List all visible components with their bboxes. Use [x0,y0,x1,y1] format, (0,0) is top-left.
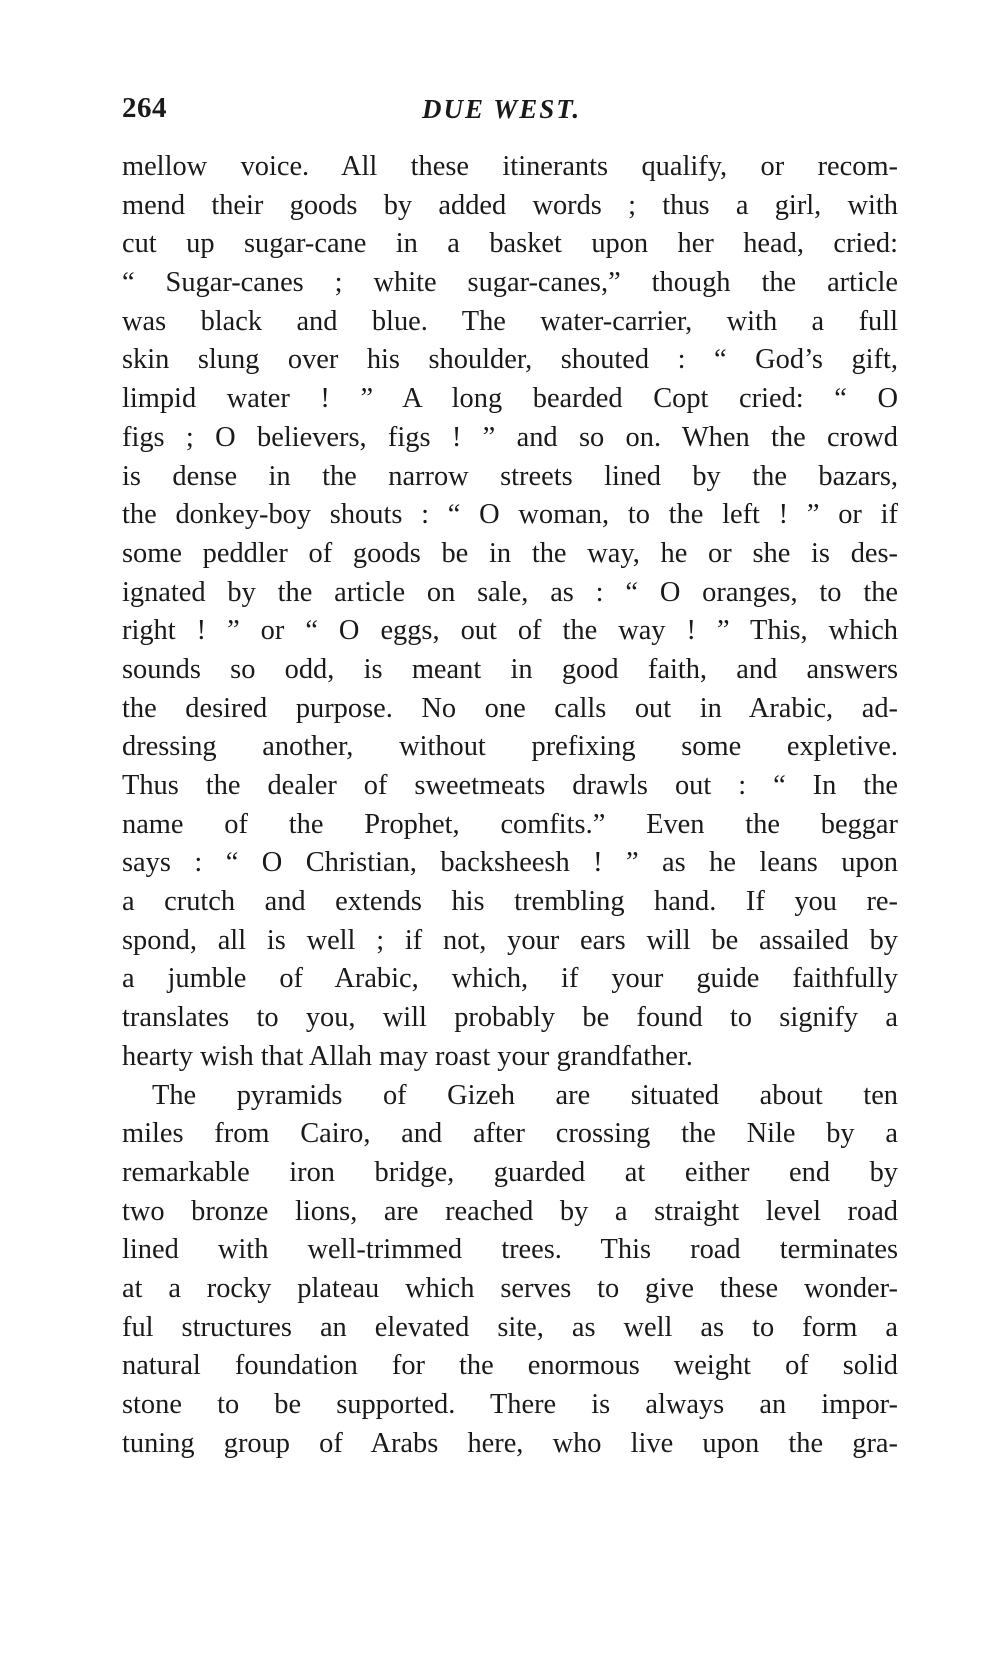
text-line: at a rocky plateau which serves to give these wonder- [122,1272,898,1304]
body-text [122,148,898,1463]
text-line: dressing another, without prefixing some expletive. [122,731,898,763]
text-line: stone to be supported. There is always an impor- [122,1389,898,1420]
text-line: mellow voice. All these itinerants qualify, or recom- [122,151,898,182]
text-line: limpid water ! ” A long bearded Copt cried: “ O [122,383,898,415]
text-line: spond, all is well ; if not, your ears will be assailed by [122,924,898,956]
text-line: name of the Prophet, comfits.” Even the beggar [122,808,898,840]
text-line: sounds so odd, is meant in good faith, and answers [122,653,898,685]
text-line: says : “ O Christian, backsheesh ! ” as he leans upon [122,847,898,879]
text-line: ignated by the article on sale, as : “ O oranges, to the [122,576,898,608]
text-line: lined with well-trimmed trees. This road terminates [122,1234,898,1266]
text-line: figs ; O believers, figs ! ” and so on. When the crowd [122,421,898,453]
text-line: miles from Cairo, and after crossing the Nile by a [122,1118,898,1150]
text-line: is dense in the narrow streets lined by the bazars, [122,460,898,492]
page-header [122,92,896,136]
running-title: DUE WEST. [422,94,582,124]
text-line: natural foundation for the enormous weight of solid [122,1350,898,1382]
text-line: two bronze lions, are reached by a straight level road [122,1195,898,1227]
text-line: cut up sugar-cane in a basket upon her head, cried: [122,228,898,260]
page-number: 264 [122,92,167,124]
text-line: skin slung over his shoulder, shouted : “ God’s gift, [122,344,898,376]
text-line: was black and blue. The water-carrier, with a full [122,305,898,337]
text-line: right ! ” or “ O eggs, out of the way ! ” This, which [122,615,898,647]
text-line: tuning group of Arabs here, who live upon the gra- [122,1427,898,1459]
text-line: ful structures an elevated site, as well as to form a [122,1311,898,1343]
text-line: remarkable iron bridge, guarded at either end by [122,1156,898,1188]
paragraph [122,148,898,1077]
text-line: some peddler of goods be in the way, he or she is des- [122,537,898,569]
text-line: Thus the dealer of sweetmeats drawls out : “ In the [122,770,898,801]
text-line: the donkey-boy shouts : “ O woman, to the left ! ” or if [122,499,898,531]
text-line: “ Sugar-canes ; white sugar-canes,” though the article [122,267,898,299]
text-line: a jumble of Arabic, which, if your guide faithfully [122,963,898,995]
text-line: The pyramids of Gizeh are situated about ten [152,1079,898,1111]
paragraph [122,1077,898,1464]
text-line: translates to you, will probably be found to signify a [122,1002,898,1034]
text-line: the desired purpose. No one calls out in Arabic, ad- [122,692,898,724]
text-line: mend their goods by added words ; thus a girl, with [122,189,898,221]
text-line: hearty wish that Allah may roast your grandfather. [122,1040,693,1072]
text-line: a crutch and extends his trembling hand. If you re- [122,886,898,918]
